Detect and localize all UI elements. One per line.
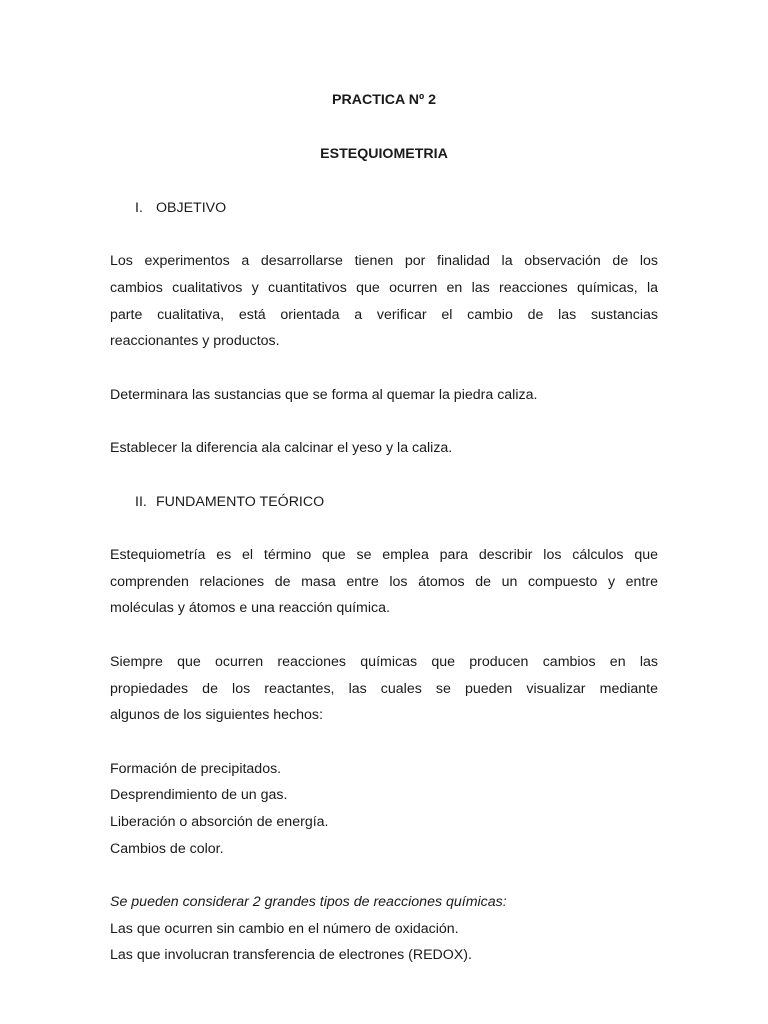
paragraph-line: algunos de los siguientes hechos: — [110, 707, 323, 723]
document-title: PRACTICA Nº 2 — [332, 92, 436, 108]
paragraph-line: moléculas y átomos e una reacción química. — [110, 600, 390, 616]
paragraph-line: parte cualitativa, está orientada a verificar el cambio de las sustancias — [110, 307, 658, 323]
paragraph-line: reaccionantes y productos. — [110, 333, 280, 349]
list-item: Las que involucran transferencia de electrones (REDOX). — [110, 947, 472, 963]
paragraph: Determinara las sustancias que se forma al quemar la piedra caliza. — [110, 387, 538, 403]
list-item: Desprendimiento de un gas. — [110, 787, 288, 803]
paragraph-line: comprenden relaciones de masa entre los átomos de un compuesto y entre — [110, 574, 658, 590]
list-item: Las que ocurren sin cambio en el número de oxidación. — [110, 921, 459, 937]
paragraph: Establecer la diferencia ala calcinar el yeso y la caliza. — [110, 440, 453, 456]
section-title: OBJETIVO — [156, 200, 227, 216]
paragraph-line: cambios cualitativos y cuantitativos que ocurren en las reacciones químicas, la — [110, 280, 658, 296]
paragraph-line: Estequiometría es el término que se emplea para describir los cálculos que — [110, 547, 658, 563]
list-item: Cambios de color. — [110, 841, 224, 857]
paragraph-line: Siempre que ocurren reacciones químicas que producen cambios en las — [110, 654, 658, 670]
list-item: Liberación o absorción de energía. — [110, 814, 329, 830]
section-number: I. — [135, 200, 143, 216]
paragraph-line: Los experimentos a desarrollarse tienen por finalidad la observación de los — [110, 253, 658, 269]
section-number: II. — [135, 494, 147, 510]
list-item: Formación de precipitados. — [110, 761, 282, 777]
types-intro: Se pueden considerar 2 grandes tipos de reacciones químicas: — [110, 894, 507, 910]
paragraph-line: propiedades de los reactantes, las cuales se pueden visualizar mediante — [110, 681, 658, 697]
document-subtitle: ESTEQUIOMETRIA — [320, 146, 448, 162]
section-title: FUNDAMENTO TEÓRICO — [156, 494, 325, 510]
